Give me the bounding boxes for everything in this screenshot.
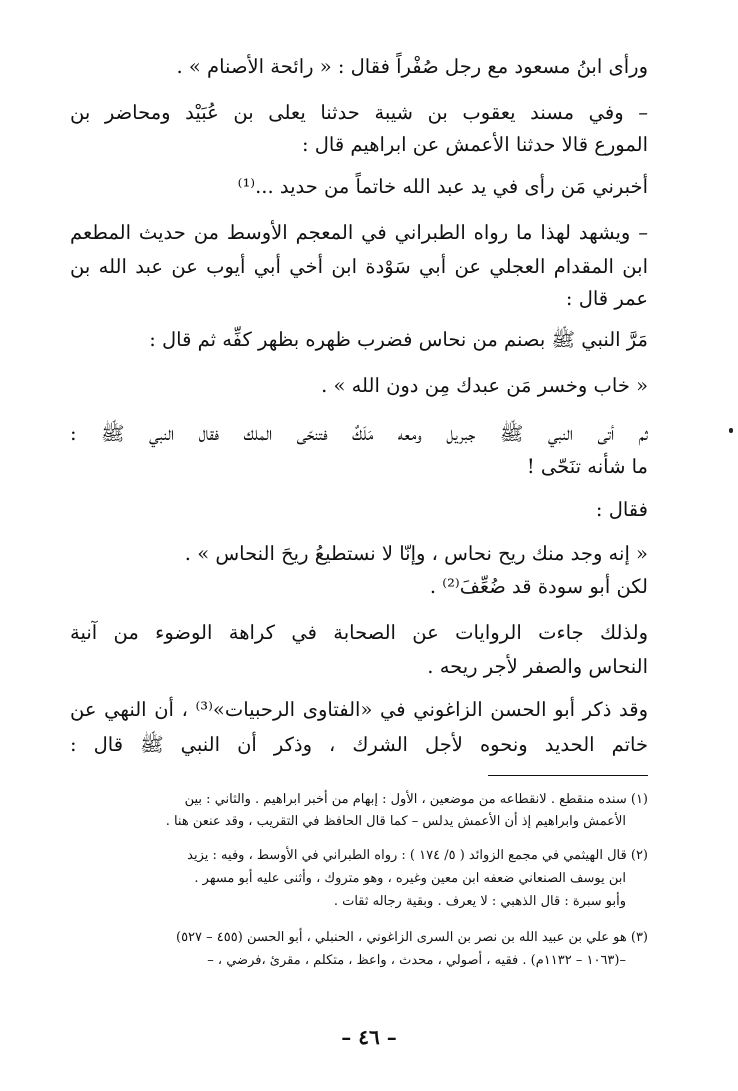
text-line: ما شأنه تنَحّى ! [526, 455, 648, 478]
footnote-line: (١) سنده منقطع . لانقطاعه من موضعين ، الأول : إبهام من أخبر ابراهيم . والثاني : بين [184, 792, 648, 807]
footnote-line: وأبو سبرة : قال الذهبي : لا يعرف . وبقية رجاله ثقات . [333, 894, 626, 909]
text-line: مَرَّ النبي ﷺ بصنم من نحاس فضرب ظهره بظهر كفِّه ثم قال : [149, 328, 648, 351]
text-line: النحاس والصفر لأجر ريحه . [427, 655, 648, 678]
page-number: – ٤٦ – [341, 1025, 397, 1049]
footnote-line: (٣) هو علي بن عبيد الله بن نصر بن السرى الزاغوني ، الحنبلي ، أبو الحسن (٤٥٥ – ٥٢٧) [175, 930, 648, 945]
text-line: ورأى ابنُ مسعود مع رجل صُفْراً فقال : « رائحة الأصنام » . [176, 55, 648, 78]
text-line: ابن المقدام العجلي عن أبي سَوْدة ابن أخي أبي أيوب عن عبد الله بن [70, 255, 648, 278]
text-line: ثم أتى النبي ﷺ جبريل ومعه مَلَكٌ فتنحّى الملك فقال النبي ﷺ : [70, 422, 648, 445]
footnote-line: –(١٠٦٣ – ١١٣٢م) . فقيه ، أصولي ، محدث ، واعظ ، متكلم ، مقرئ ،فرضي ، – [207, 953, 626, 968]
footnote-separator [488, 775, 648, 776]
footnote-line: (٢) قال الهيثمي في مجمع الزوائد ( ٥/ ١٧٤ ) : رواه الطبراني في الأوسط ، وفيه : يزيد [187, 848, 648, 863]
text-line: فقال : [595, 498, 648, 521]
scan-speck [729, 428, 733, 433]
text-line: وقد ذكر أبو الحسن الزاغوني في «الفتاوى الرحبيات»⁽³⁾ ، أن النهي عن [70, 698, 648, 721]
text-line: ولذلك جاءت الروايات عن الصحابة في كراهة الوضوء من آنية [70, 621, 648, 644]
text-line: – ويشهد لهذا ما رواه الطبراني في المعجم الأوسط من حديث المطعم [70, 221, 648, 244]
text-line: « خاب وخسر مَن عبدك مِن دون الله » . [321, 374, 648, 397]
footnote-line: ابن يوسف الصنعاني ضعفه ابن معين وغيره ، وهو متروك ، وأثنى عليه أبو مسهر . [194, 871, 626, 886]
footnote-line: الأعمش وابراهيم إذ أن الأعمش يدلس – كما قال الحافظ في التقريب ، وقد عنعن هنا . [165, 814, 626, 829]
text-line: – وفي مسند يعقوب بن شيبة حدثنا يعلى بن عُبَيْد ومحاضر بن [70, 101, 648, 124]
text-line: خاتم الحديد ونحوه لأجل الشرك ، وذكر أن النبي ﷺ قال : [70, 733, 648, 756]
text-line: لكن أبو سودة قد ضُعِّفَ⁽²⁾ . [429, 575, 648, 598]
text-line: أخبرني مَن رأى في يد عبد الله خاتماً من حديد ...⁽¹⁾ [237, 175, 648, 198]
text-line: عمر قال : [565, 287, 648, 310]
text-line: « إنه وجد منك ريح نحاس ، وإنّا لا نستطيعُ ريحَ النحاس » . [184, 542, 648, 565]
text-line: المورع قالا حدثنا الأعمش عن ابراهيم قال : [301, 133, 648, 156]
